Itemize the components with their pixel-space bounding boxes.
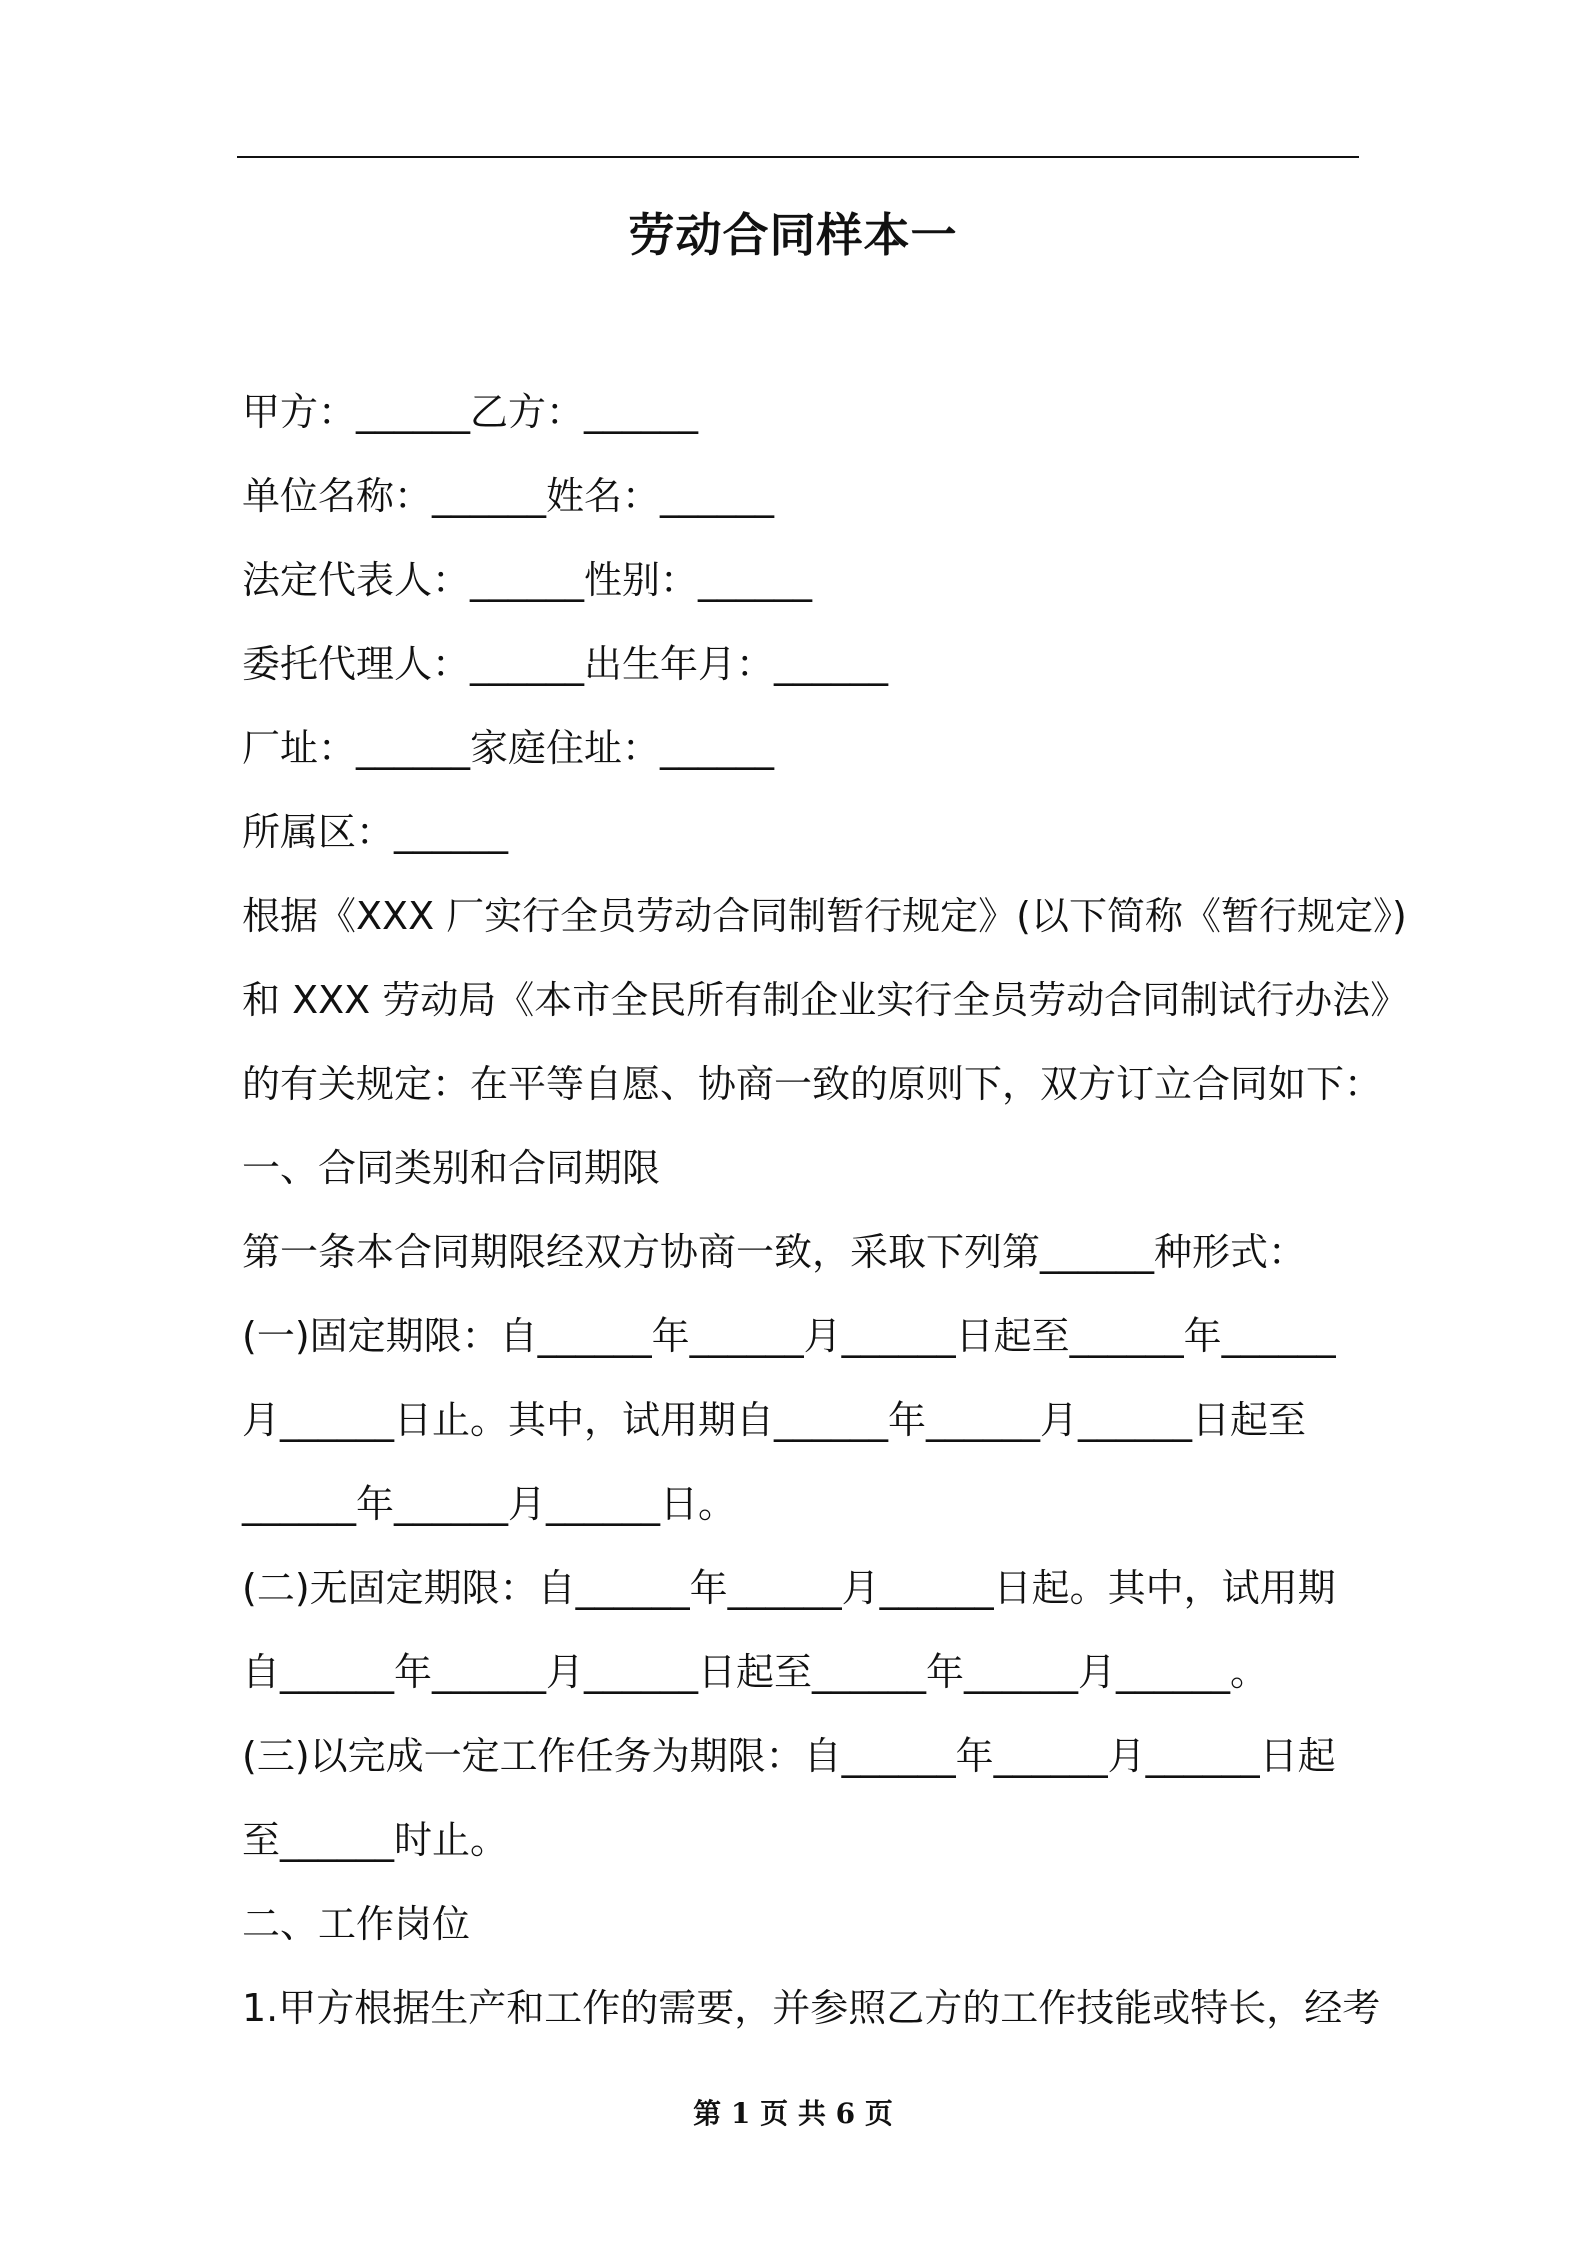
- agent-line: 委托代理人：______出生年月：______: [242, 642, 889, 686]
- party-names-line: 甲方：______乙方：______: [242, 390, 699, 434]
- clause-line: 至______时止。: [242, 1818, 509, 1862]
- paragraph-line: 的有关规定：在平等自愿、协商一致的原则下，双方订立合同如下：: [242, 1062, 1383, 1106]
- address-line: 厂址：______家庭住址：______: [242, 726, 775, 770]
- clause-line: (三)以完成一定工作任务为期限：自______年______月______日起: [242, 1734, 1336, 1778]
- clause-line: 第一条本合同期限经双方协商一致，采取下列第______种形式：: [242, 1230, 1307, 1274]
- district-line: 所属区：______: [242, 810, 509, 854]
- clause-line: (一)固定期限：自______年______月______日起至______年______: [242, 1314, 1336, 1358]
- section-heading: 二、工作岗位: [242, 1902, 471, 1946]
- section-heading: 一、合同类别和合同期限: [242, 1146, 661, 1190]
- unit-name-line: 单位名称：______姓名：______: [242, 474, 775, 518]
- legal-representative-line: 法定代表人：______性别：______: [242, 558, 813, 602]
- clause-line: (二)无固定期限：自______年______月______日起。其中，试用期: [242, 1566, 1336, 1610]
- header-rule: [237, 156, 1359, 158]
- document-title: 劳动合同样本一: [628, 208, 958, 262]
- paragraph-line: 和 XXX 劳动局《本市全民所有制企业实行全员劳动合同制试行办法》: [242, 978, 1409, 1022]
- clause-line: ______年______月______日。: [242, 1482, 737, 1526]
- clause-line: 月______日止。其中，试用期自______年______月______日起至: [242, 1398, 1307, 1442]
- clause-line: 1.甲方根据生产和工作的需要，并参照乙方的工作技能或特长，经考: [242, 1986, 1381, 2030]
- paragraph-line: 根据《XXX 厂实行全员劳动合同制暂行规定》(以下简称《暂行规定》): [242, 894, 1407, 938]
- document-body: [242, 370, 1409, 2050]
- clause-line: 自______年______月______日起至______年______月______。: [242, 1650, 1269, 1694]
- page-footer: 第 1 页 共 6 页: [693, 2097, 893, 2130]
